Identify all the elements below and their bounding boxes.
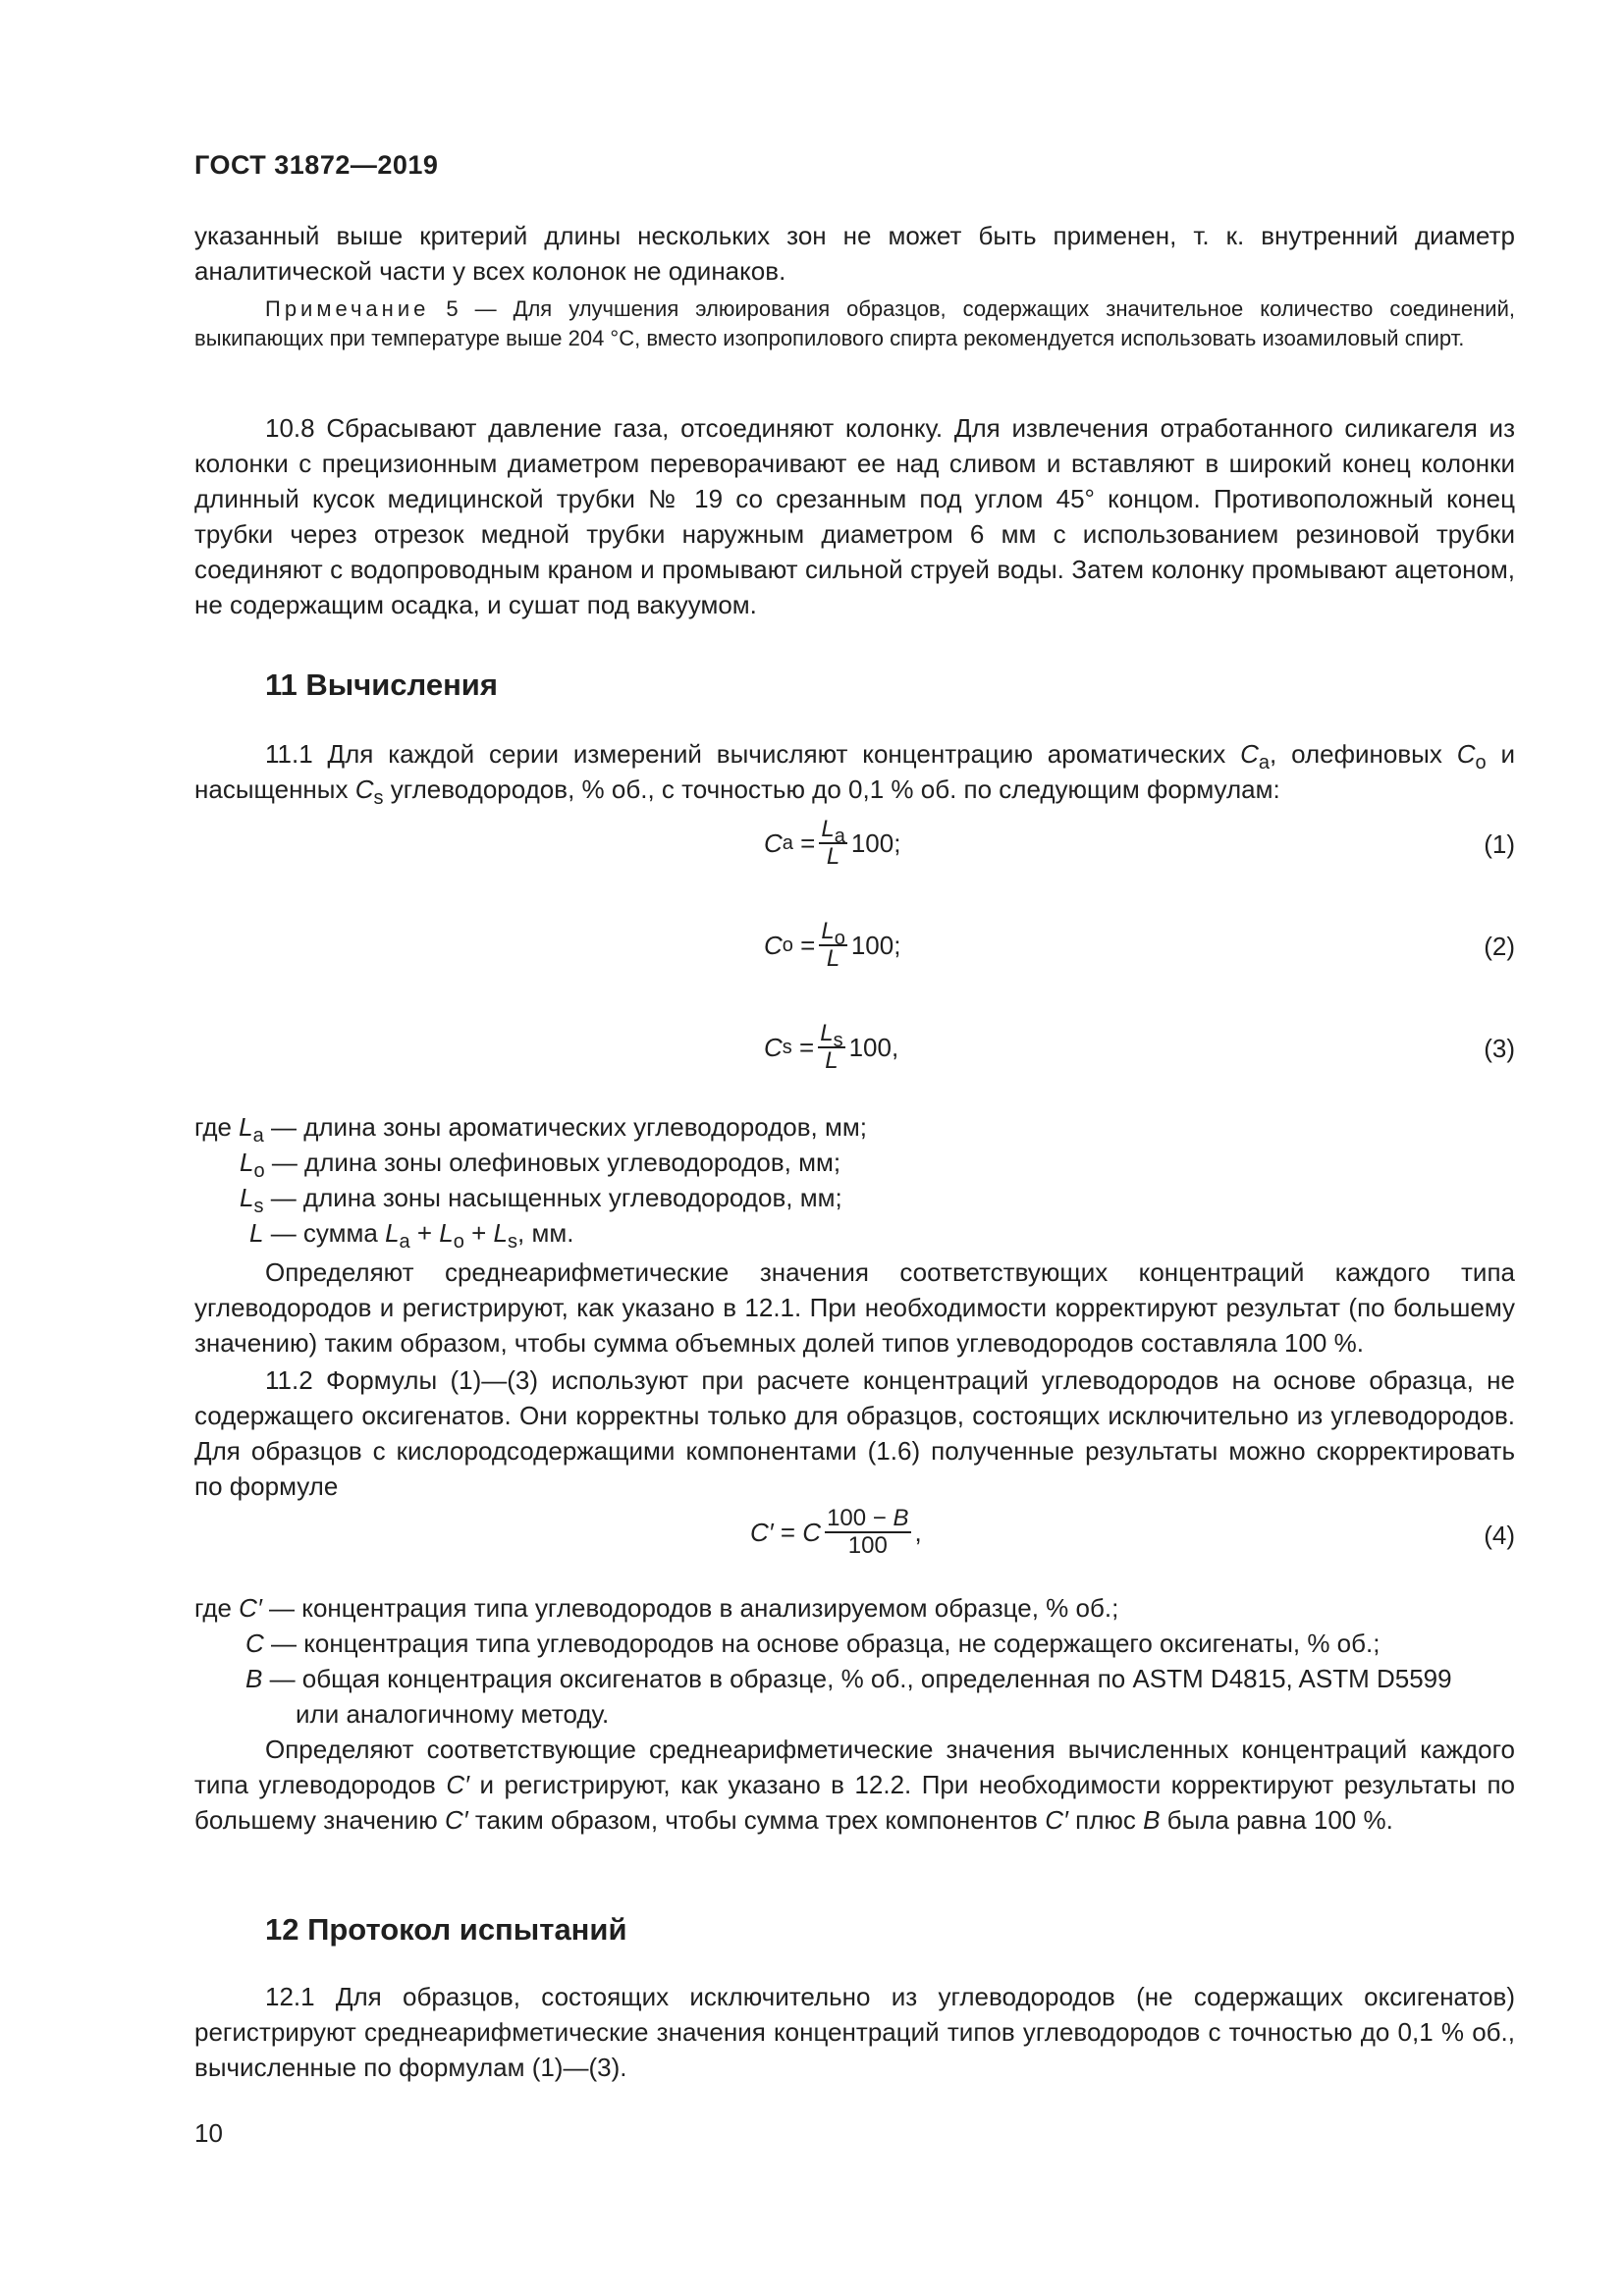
note-label: Примечание <box>265 296 430 321</box>
equation-number: (1) <box>1484 829 1515 859</box>
fraction: $\frac{L_s}{L}$ <box>820 1020 843 1074</box>
equation-number: (2) <box>1484 932 1515 961</box>
clause-text: 10.8 Сбрасывают давление газа, отсоединяют колонку. Для извлечения отработанного силикагеля из колонки с прецизионным диаметром переворачивают ее над сливом и вставляют в широкий конец колонки длинный кусок медицинской трубки № 19 со срезанным под углом 45° концом. Противоположный конец трубки через отрезок медной трубки наружным диаметром 6 мм с использованием резиновой трубки соединяют с водопроводным краном и промывают сильной струей воды. Затем колонку промывают ацетоном, не содержащим осадка, и сушат под вакуумом. <box>194 413 1515 619</box>
clause-11-1: 11.1 Для каждой серии измерений вычисляют концентрацию ароматических $C_a$, олефиновых $C_o$ и насыщенных $C_s$ углеводородов, % об., с точностью до 0,1 % об. по следующим формулам: <box>194 739 1515 809</box>
equation-number: (4) <box>1484 1521 1515 1550</box>
document-header: ГОСТ 31872—2019 <box>194 150 439 180</box>
equation-4: C′ = C $\frac{100 - B}{100}$ , (4) <box>750 1505 1515 1559</box>
clause-11-2 <box>194 1362 1515 1504</box>
equation-3: C s = $\frac{L_s}{L}$ 100, (3) <box>764 1020 1515 1074</box>
page-number: 10 <box>194 2118 223 2148</box>
paragraph-text: Определяют среднеарифметические значения соответствующих концентраций каждого типа углеводородов и регистрируют, как указано в 12.1. При необходимости корректируют результат (по большему значению) таким образом, чтобы сумма объемных долей типов углеводородов составляла 100 %. <box>194 1257 1515 1358</box>
clause-12-1 <box>194 1979 1515 2085</box>
where-list-1: где $L_a$ — длина зоны ароматических углеводородов, мм; $L_o$ — длина зоны олефиновых углеводородов, мм; $L_s$ — длина зоны насыщенных углеводородов, мм; L — сумма $L_a + L_o + L_s$, мм. Определяют среднеарифметические значения соответствующих концентраций каждого типа углеводородов и регистрируют, как указано в 12.1. При необходимости корректируют результат (по большему значению) таким образом, чтобы сумма объемных долей типов углеводородов составляла 100 %. <box>194 1109 1515 1361</box>
fraction: $\frac{100 - B}{100}$ <box>827 1505 909 1559</box>
paragraph-text: указанный выше критерий длины нескольких зон не может быть применен, т. к. внутренний диаметр аналитической части у всех колонок не одинаков. <box>194 221 1515 286</box>
equation-1: C a = $\frac{L_a}{L}$ 100; (1) <box>764 816 1515 870</box>
clause-text: 12.1 Для образцов, состоящих исключительно из углеводородов (не содержащих оксигенатов) регистрируют среднеарифметические значения концентраций типов углеводородов с точностью до 0,1 % об., вычисленные по формулам (1)—(3). <box>194 1982 1515 2082</box>
note-number: 5 <box>446 296 459 321</box>
section-title-12: 12 Протокол испытаний <box>265 1912 627 1947</box>
paragraph-continuation <box>194 218 1515 289</box>
clause-10-8 <box>194 410 1515 622</box>
equation-2: C o = $\frac{L_o}{L}$ 100; (2) <box>764 918 1515 972</box>
equation-number: (3) <box>1484 1034 1515 1063</box>
clause-text: 11.2 Формулы (1)—(3) используют при расчете концентраций углеводородов на основе образца, не содержащего оксигенатов. Они корректны только для образцов, состоящих исключительно из углеводородов. Для образцов с кислородсодержащими компонентами (1.6) полученные результаты можно скорректировать по формуле <box>194 1365 1515 1501</box>
note-block <box>194 294 1515 353</box>
note-text: — Для улучшения элюирования образцов, содержащих значительное количество соединений, выкипающих при температуре выше 204 °С, вместо изопропилового спирта рекомендуется использовать изоамиловый спирт. <box>194 296 1515 350</box>
fraction: $\frac{L_a}{L}$ <box>821 816 845 870</box>
fraction: $\frac{L_o}{L}$ <box>821 918 845 972</box>
section-title-11: 11 Вычисления <box>265 667 498 702</box>
where-list-2: где C′ — концентрация типа углеводородов в анализируемом образце, % об.; C — концентрация типа углеводородов на основе образца, не содержащего оксигенаты, % об.; B — общая концентрация оксигенатов в образце, % об., определенная по ASTM D4815, ASTM D5599 или аналогичному методу. Определяют соответствующие среднеарифметические значения вычисленных концентраций каждого типа углеводородов C′ и регистрируют, как указано в 12.2. При необходимости корректируют результаты по большему значению C′ таким образом, чтобы сумма трех компонентов C′ плюс B была равна 100 %. <box>194 1593 1516 1835</box>
